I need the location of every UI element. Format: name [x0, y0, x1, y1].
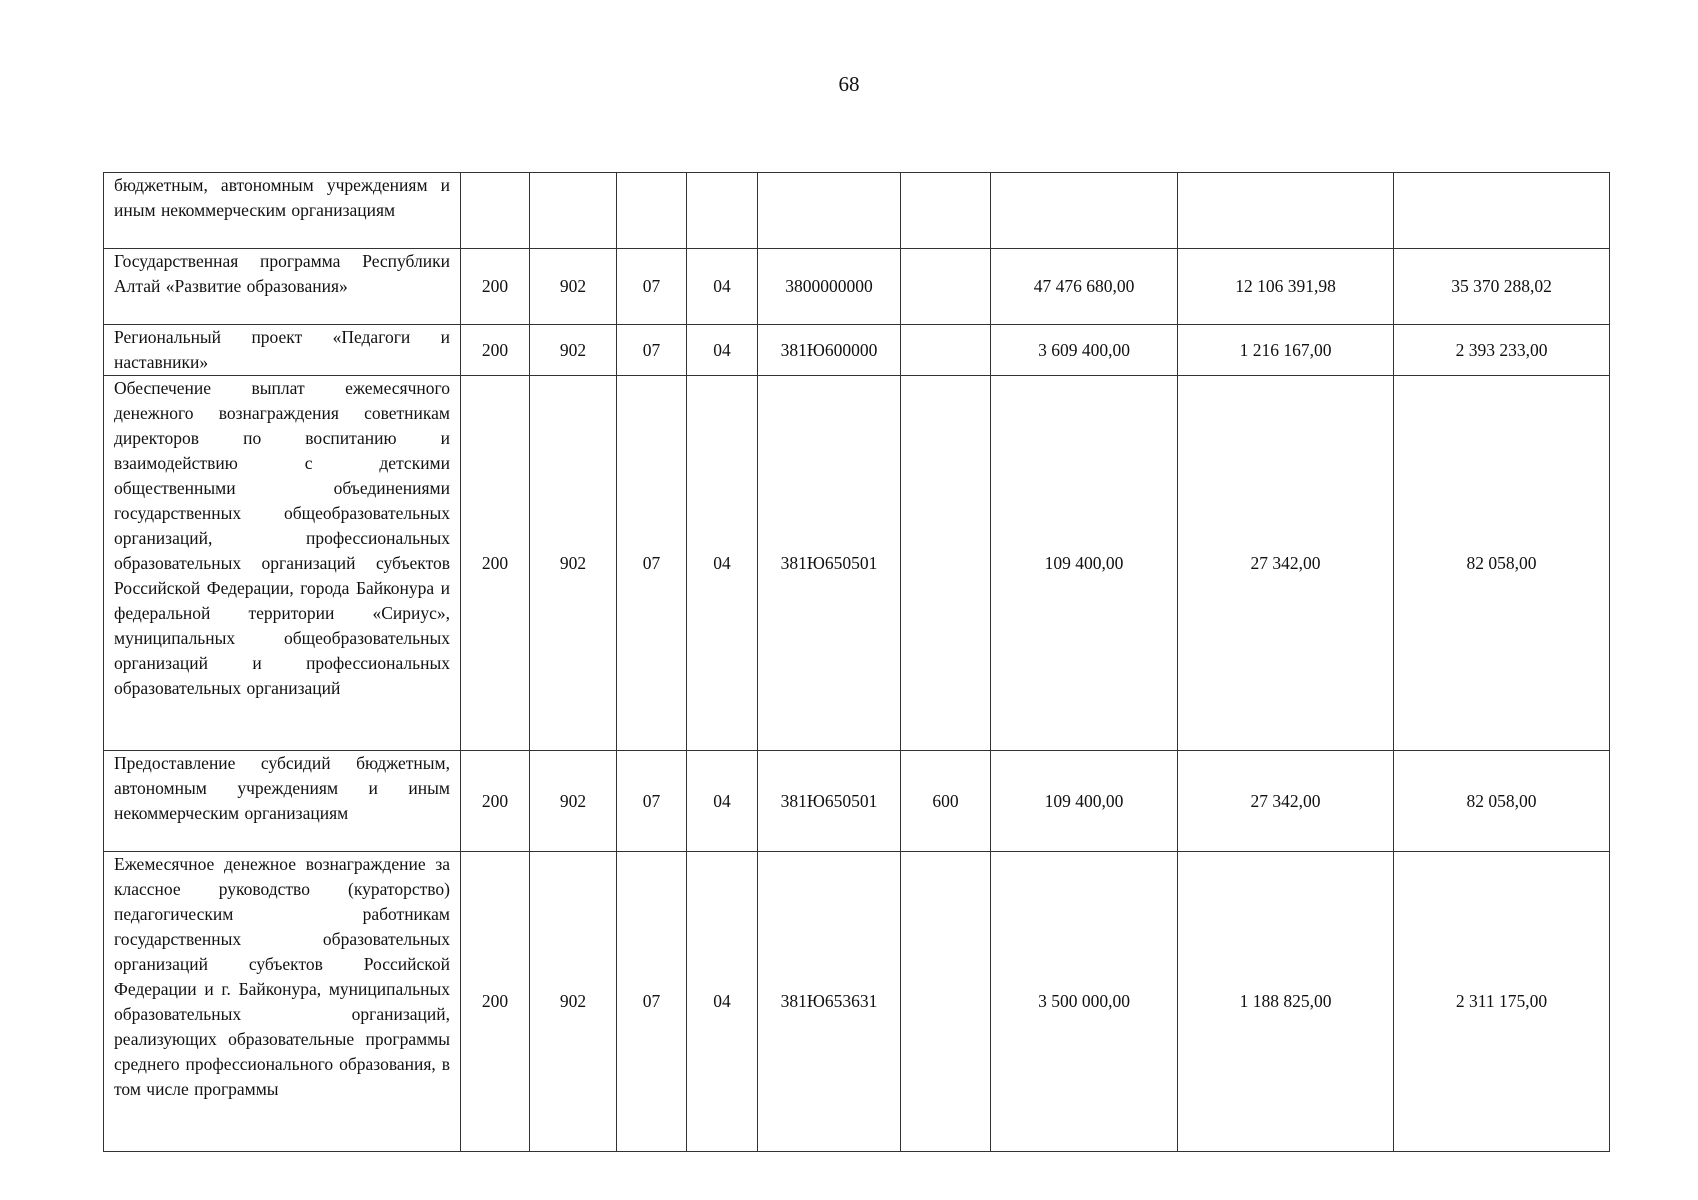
cell-csr: 381Ю600000	[758, 325, 901, 376]
cell-name: Ежемесячное денежное вознаграждение за классное руководство (кураторство) педагогическим работникам государственных образовательных организаций субъектов Российской Федерации и г. Байконура, муниципальных образовательных организаций, реализующих образовательные программы среднего профессионального образования, в том числе программы	[104, 852, 461, 1152]
cell-rz: 07	[617, 325, 687, 376]
cell-vr: 600	[901, 751, 991, 852]
cell-name: Предоставление субсидий бюджетным, автономным учреждениям и иным некоммерческим организациям	[104, 751, 461, 852]
cell-rest: 2 393 233,00	[1394, 325, 1610, 376]
cell-vr	[901, 852, 991, 1152]
cell-pr: 04	[687, 325, 758, 376]
cell-ved: 902	[530, 325, 617, 376]
cell-csr: 381Ю653631	[758, 852, 901, 1152]
cell-csr: 3800000000	[758, 249, 901, 325]
cell-vr	[901, 173, 991, 249]
cell-name: Государственная программа Республики Алтай «Развитие образования»	[104, 249, 461, 325]
cell-csr: 381Ю650501	[758, 751, 901, 852]
table-row	[104, 376, 1610, 751]
page-number: 68	[838, 72, 860, 96]
budget-table	[103, 172, 1610, 1152]
cell-rz: 07	[617, 376, 687, 751]
table-row	[104, 173, 1610, 249]
cell-exec: 12 106 391,98	[1178, 249, 1394, 325]
cell-plan: 3 609 400,00	[991, 325, 1178, 376]
cell-plan: 109 400,00	[991, 751, 1178, 852]
table-row	[104, 751, 1610, 852]
cell-name: Региональный проект «Педагоги и наставники»	[104, 325, 461, 376]
cell-ved: 902	[530, 751, 617, 852]
cell-exec: 1 188 825,00	[1178, 852, 1394, 1152]
cell-rest: 35 370 288,02	[1394, 249, 1610, 325]
cell-pr: 04	[687, 751, 758, 852]
cell-name: Обеспечение выплат ежемесячного денежного вознаграждения советникам директоров по воспитанию и взаимодействию с детскими общественными объединениями государственных общеобразовательных организаций, профессиональных образовательных организаций субъектов Российской Федерации, города Байконура и федеральной территории «Сириус», муниципальных общеобразовательных организаций и профессиональных образовательных организаций	[104, 376, 461, 751]
cell-pr: 04	[687, 852, 758, 1152]
cell-pr: 04	[687, 376, 758, 751]
cell-csr	[758, 173, 901, 249]
cell-name: бюджетным, автономным учреждениям и иным некоммерческим организациям	[104, 173, 461, 249]
cell-rest	[1394, 173, 1610, 249]
cell-plan: 47 476 680,00	[991, 249, 1178, 325]
cell-adm: 200	[461, 376, 530, 751]
cell-rest: 82 058,00	[1394, 751, 1610, 852]
cell-ved: 902	[530, 249, 617, 325]
cell-vr	[901, 249, 991, 325]
cell-rz: 07	[617, 249, 687, 325]
cell-rest: 2 311 175,00	[1394, 852, 1610, 1152]
cell-exec: 27 342,00	[1178, 751, 1394, 852]
cell-rz	[617, 173, 687, 249]
cell-exec: 27 342,00	[1178, 376, 1394, 751]
table-row	[104, 249, 1610, 325]
cell-ved	[530, 173, 617, 249]
cell-rz: 07	[617, 852, 687, 1152]
cell-vr	[901, 325, 991, 376]
cell-rz: 07	[617, 751, 687, 852]
cell-adm: 200	[461, 852, 530, 1152]
cell-rest: 82 058,00	[1394, 376, 1610, 751]
table-row	[104, 852, 1610, 1152]
cell-ved: 902	[530, 852, 617, 1152]
cell-plan: 3 500 000,00	[991, 852, 1178, 1152]
cell-pr	[687, 173, 758, 249]
cell-ved: 902	[530, 376, 617, 751]
cell-adm	[461, 173, 530, 249]
cell-adm: 200	[461, 249, 530, 325]
cell-csr: 381Ю650501	[758, 376, 901, 751]
cell-plan: 109 400,00	[991, 376, 1178, 751]
cell-plan	[991, 173, 1178, 249]
cell-pr: 04	[687, 249, 758, 325]
cell-exec: 1 216 167,00	[1178, 325, 1394, 376]
cell-vr	[901, 376, 991, 751]
cell-exec	[1178, 173, 1394, 249]
cell-adm: 200	[461, 751, 530, 852]
table-row	[104, 325, 1610, 376]
cell-adm: 200	[461, 325, 530, 376]
